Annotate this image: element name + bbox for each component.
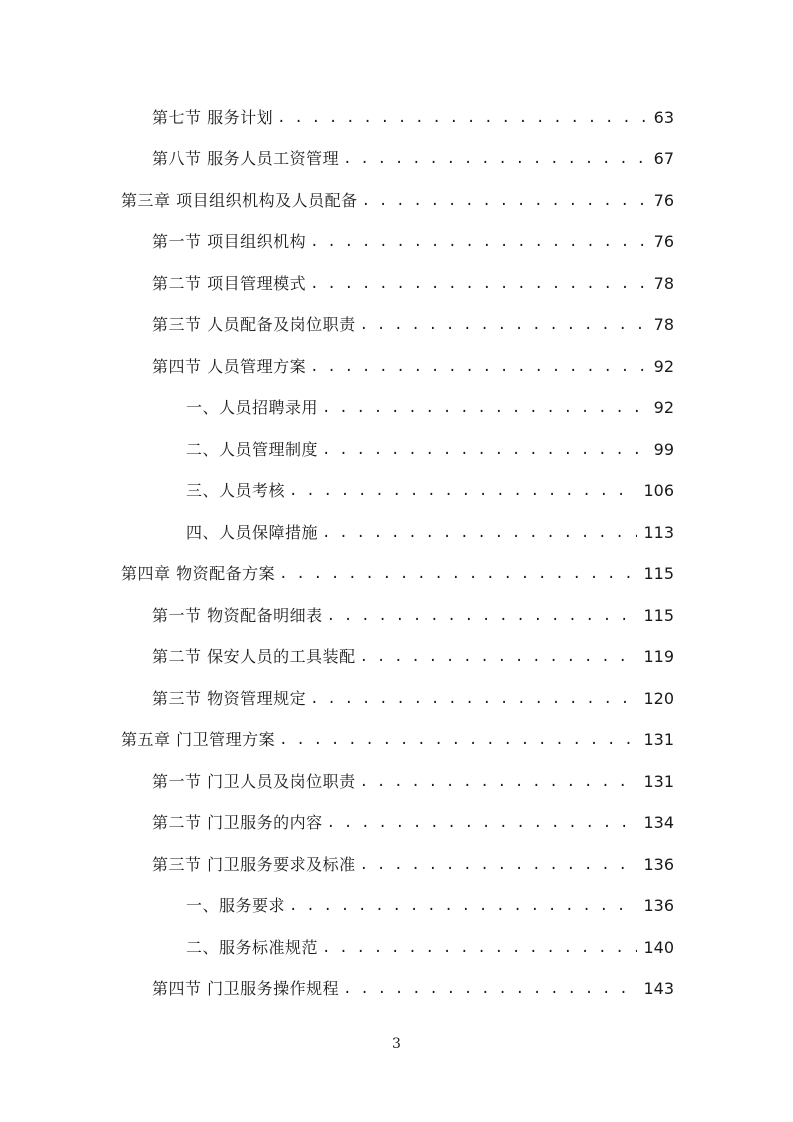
toc-entry-page: 136 [643,854,674,874]
toc-dot-leader [360,647,638,667]
toc-dot-leader [343,979,637,999]
toc-entry[interactable] [0,678,793,720]
toc-entry-page: 113 [643,522,674,542]
toc-entry[interactable] [0,720,793,762]
toc-entry[interactable] [0,263,793,305]
toc-entry-page: 143 [643,979,674,999]
toc-entry-title: 一、服务要求 [186,896,286,916]
toc-entry-page: 76 [653,190,674,210]
toc-dot-leader [360,772,638,792]
toc-entry[interactable] [0,554,793,596]
toc-entry-title: 第一节 门卫人员及岗位职责 [152,771,356,791]
toc-entry[interactable] [0,844,793,886]
toc-entry-page: 119 [643,647,674,667]
toc-entry[interactable] [0,97,793,139]
toc-entry[interactable] [0,927,793,969]
toc-entry-title: 第四节 门卫服务操作规程 [152,979,340,999]
toc-entry[interactable] [0,637,793,679]
toc-dot-leader [327,606,638,626]
toc-entry-title: 第三节 人员配备及岗位职责 [152,315,356,335]
toc-entry[interactable] [0,139,793,181]
toc-dot-leader [310,274,648,294]
toc-entry-title: 第二节 保安人员的工具装配 [152,647,356,667]
toc-entry-page: 120 [643,688,674,708]
toc-dot-leader [310,232,648,252]
toc-dot-leader [362,191,648,211]
toc-entry-title: 第八节 服务人员工资管理 [152,149,340,169]
toc-entry-page: 136 [643,896,674,916]
toc-entry-page: 131 [643,771,674,791]
toc-entry-title: 二、人员管理制度 [186,439,319,459]
toc-entry-title: 第三节 物资管理规定 [152,688,307,708]
toc-entry-title: 四、人员保障措施 [186,522,319,542]
toc-entry-page: 134 [643,813,674,833]
toc-dot-leader [343,149,648,169]
toc-entry-page: 67 [653,149,674,169]
toc-entry[interactable] [0,388,793,430]
toc-entry-page: 76 [653,232,674,252]
toc-entry-page: 106 [643,481,674,501]
toc-entry-page: 78 [653,273,674,293]
toc-entry-title: 第四章 物资配备方案 [121,564,276,584]
toc-dot-leader [322,440,648,460]
toc-entry-title: 二、服务标准规范 [186,937,319,957]
toc-dot-leader [310,357,648,377]
toc-entry-title: 第二节 项目管理模式 [152,273,307,293]
toc-entry[interactable] [0,803,793,845]
toc-entry-title: 第五章 门卫管理方案 [121,730,276,750]
toc-entry[interactable] [0,222,793,264]
toc-dot-leader [322,523,637,543]
toc-entry[interactable] [0,180,793,222]
toc-entry-title: 第一节 物资配备明细表 [152,605,323,625]
toc-entry-title: 第一节 项目组织机构 [152,232,307,252]
toc-entry[interactable] [0,886,793,928]
toc-entry-title: 第二节 门卫服务的内容 [152,813,323,833]
page-number: 3 [392,1036,401,1052]
toc-dot-leader [279,730,637,750]
toc-entry-title: 第七节 服务计划 [152,107,274,127]
toc-entry[interactable] [0,471,793,513]
toc-entry-page: 115 [643,605,674,625]
toc-dot-leader [360,315,648,335]
toc-entry[interactable] [0,761,793,803]
toc-entry-page: 92 [653,356,674,376]
toc-entry[interactable] [0,346,793,388]
toc-entry-page: 99 [653,439,674,459]
toc-dot-leader [360,855,638,875]
toc-dot-leader [322,938,637,958]
toc-entry-page: 140 [643,937,674,957]
toc-entry-title: 第三章 项目组织机构及人员配备 [121,190,358,210]
toc-entry-page: 131 [643,730,674,750]
toc-entry-page: 92 [653,398,674,418]
toc-entry-title: 一、人员招聘录用 [186,398,319,418]
toc-dot-leader [289,896,637,916]
toc-entry-title: 三、人员考核 [186,481,286,501]
toc-dot-leader [289,481,637,501]
toc-entry-page: 63 [653,107,674,127]
toc-dot-leader [310,689,637,709]
toc-dot-leader [279,564,637,584]
toc-dot-leader [277,108,648,128]
toc-entry-page: 78 [653,315,674,335]
table-of-contents [0,97,793,1010]
toc-entry[interactable] [0,429,793,471]
toc-entry[interactable] [0,305,793,347]
toc-dot-leader [327,813,638,833]
toc-entry-title: 第三节 门卫服务要求及标准 [152,854,356,874]
toc-entry[interactable] [0,969,793,1011]
toc-entry[interactable] [0,512,793,554]
toc-entry-page: 115 [643,564,674,584]
toc-entry[interactable] [0,595,793,637]
toc-entry-title: 第四节 人员管理方案 [152,356,307,376]
toc-dot-leader [322,398,648,418]
